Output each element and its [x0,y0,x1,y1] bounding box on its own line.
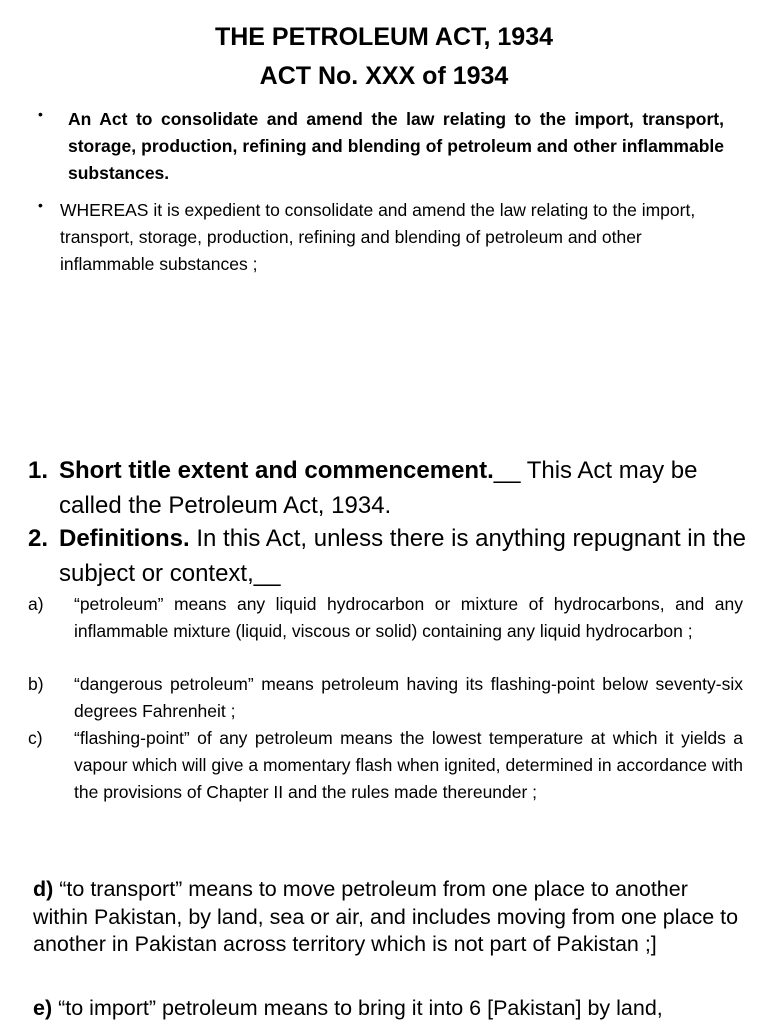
definition-text: “flashing-point” of any petroleum means the lowest temperature at which it yields a vapour which will give a momentary flash when ignited, determined in accordance with the provisions of Chapter II and the rules made thereunder ; [74,728,743,802]
definition-label: c) [28,728,43,748]
act-number: ACT No. XXX of 1934 [259,62,509,90]
definition-text: “petroleum” means any liquid hydrocarbon or mixture of hydrocarbons, and any inflammable mixture (liquid, viscous or solid) containing any liquid hydrocarbon ; [74,594,743,641]
definition-text: “dangerous petroleum” means petroleum having its flashing-point below seventy-six degrees Fahrenheit ; [74,674,743,721]
section-text: In this Act, unless there is anything repugnant in the subject or context,__ [59,525,747,587]
definition-label: a) [28,594,44,614]
preamble-whereas: WHEREAS it is expedient to consolidate and amend the law relating to the import, transport, storage, production, refining and blending of petroleum and other inflammable substances ; [60,200,696,274]
definition-paragraph [33,995,743,1023]
preamble-long-title: An Act to consolidate and amend the law relating to the import, transport, storage, production, refining and blending of petroleum and other inflammable substances. [68,109,724,183]
definition-label: e) [33,996,53,1020]
bullet-marker: • [38,106,43,122]
definition-text: “to transport” means to move petroleum from one place to another within Pakistan, by land, sea or air, and includes moving from one place to another in Pakistan across territory which is not part of Pakistan ;] [33,877,739,956]
section-body [59,453,749,523]
section-text: __ This Act may be called the Petroleum Act, 1934. [59,457,698,519]
definition-label: d) [33,877,54,901]
definition-text: “to import” petroleum means to bring it into 6 [Pakistan] by land, [52,996,663,1020]
definition-label: b) [28,674,44,694]
bullet-marker: • [38,197,43,213]
section-number: 2. [28,525,49,552]
section-heading: Short title extent and commencement. [59,457,494,484]
section-body [59,521,749,591]
section-number: 1. [28,457,49,484]
document-title: THE PETROLEUM ACT, 1934 [214,23,554,51]
section-heading: Definitions. [59,525,190,552]
definition-paragraph [33,876,743,959]
